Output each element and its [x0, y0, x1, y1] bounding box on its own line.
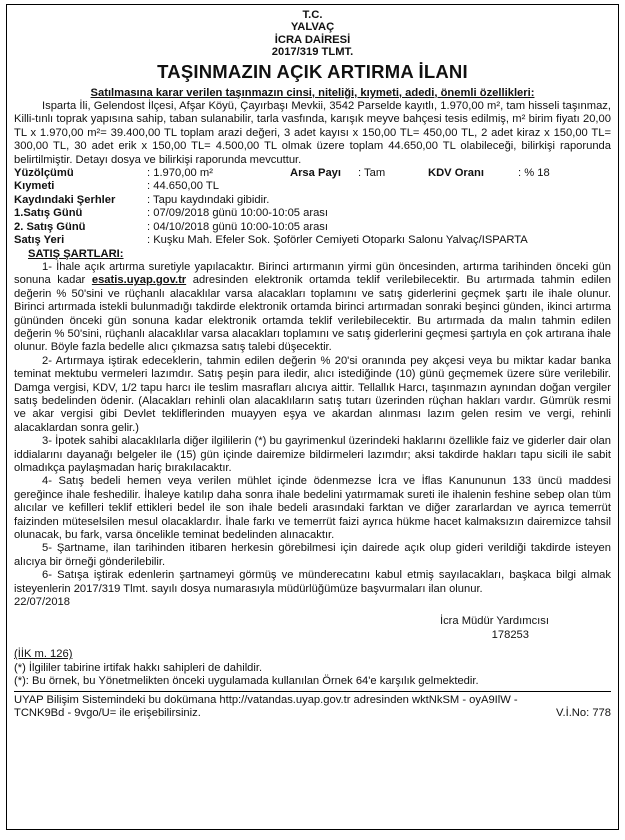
condition-1: [14, 261, 611, 355]
page-title: TAŞINMAZIN AÇIK ARTIRMA İLANI: [157, 60, 468, 82]
footnote-2: (*): Bu örnek, bu Yönetmelikten önceki uygulamada kullanılan Örnek 64'e karşılık gelmektedir.: [14, 675, 479, 688]
condition-4: 4- Satış bedeli hemen veya verilen mühlet içinde ödenmezse İcra ve İflas Kanununun 133 üncü maddesi gereğince ihale feshedilir. İhaleye katılıp daha sonra ihale bedelini yatırmamak sureti ile ihalenin feshine sebep olan tüm alıcılar ve kefilleri teklif ettikleri bedel ile son ihale bedeli arasındaki farktan ve diğer zararlardan ve ayrıca temerrüt faizinden müteselsilen mesul olacaklardır. İhale farkı ve temerrüt faizi ayrıca hükme hacet kalmaksızın dairemizce tahsil olunacak, bu fark, varsa öncelikle teminat bedelinden alınacaktır.: [14, 475, 611, 542]
announcement-document: [6, 4, 619, 830]
announcement-date: 22/07/2018: [14, 596, 70, 609]
sale1-value: : 07/09/2018 günü 10:00-10:05 arası: [147, 207, 329, 220]
property-description: Isparta İli, Gelendost İlçesi, Afşar Köyü, Çayırbaşı Mevkii, 3542 Parselde kayıtlı, 1.970,00 m², tam hisseli taşınmaz, Killi-tınlı toprak yapısına sahip, taban sulanabilir, tarla vasfında, karışık meyve bahçesi tesis edilmiş, m² birim fiyatı 20,00 TL x 1.970,00 m²= 39.400,00 TL toplam arazi değeri, 3 adet kayısı x 150,00 TL= 450,00 TL, 2 adet kiraz x 150,00 TL= 300,00 TL, 30 adet erik x 150,00 TL= 4.500,00 TL olmak üzere toplam 44.650,00 TL olabileceği, bilirkişi raporunda belirtilmiştir. Detayı dosya ve bilirkişi raporunda mevcuttur.: [14, 100, 611, 166]
location-label: Satış Yeri: [14, 234, 65, 247]
annotations-value: : Tapu kaydındaki gibidir.: [147, 193, 270, 206]
annotations-label: Kaydındaki Şerhler: [14, 193, 116, 206]
condition-5: 5- Şartname, ilan tarihinden itibaren herkesin görebilmesi için dairede açık olup gideri verildiği takdirde isteyen alıcıya bir örneği gönderilebilir.: [14, 542, 611, 568]
share-value: : Tam: [358, 167, 386, 180]
condition-2: 2- Artırmaya iştirak edeceklerin, tahmin edilen değerin % 20'si oranında pey akçesi veya bu miktar kadar banka teminat mektubu vermeleri lazımdır. Satış peşin para iledir, alıcı istediğinde (10) günü geçmemek üzere süre verilebilir. Damga vergisi, KDV, 1/2 tapu harcı ile teslim masrafları alıcıya aittir. Tellallık Harcı, taşınmazın aynından doğan vergiler satış bedelinden ödenir. (Alacakları rehinli olan alacaklıların satış tutarı üzerinden rüçhan hakları vardır. Gümrük resmi ve akar vergisi gibi Devlet tekliflerinden muayyen eşya ve akardan alınması lazım gelen resim ve vergi, rehinli alacaklardan sonra gelir.): [14, 354, 611, 434]
vi-number: V.İ.No: 778: [556, 706, 611, 719]
value-label: Kıymeti: [14, 180, 55, 193]
value-amount: : 44.650,00 TL: [147, 180, 219, 193]
condition-6: 6- Satışa iştirak edenlerin şartnameyi görmüş ve münderecatını kabul etmiş sayılacakları, başkaca bilgi almak isteyenlerin 2017/319 Tlmt. sayılı dosya numarasıyla müdürlüğümüze başvurmaları ilan olunur.: [14, 569, 611, 595]
signature-number: 178253: [491, 628, 529, 641]
info-row-location: [14, 234, 611, 247]
vat-label: KDV Oranı: [428, 167, 484, 180]
location-value: : Kuşku Mah. Efeler Sok. Şoförler Cemiyeti Otoparkı Salonu Yalvaç/ISPARTA: [147, 234, 528, 247]
info-row-sale1: [14, 207, 611, 220]
sale2-value: : 04/10/2018 günü 10:00-10:05 arası: [147, 220, 329, 233]
footer-divider: [14, 691, 611, 692]
condition-1-text-b: adresinden elektronik ortamda teklif verilebilecektir. Bu artırmada tahmin edilen değerin % 50'sini ve rüçhanlı alacaklılar varsa alacakları toplamını ve satış giderlerini geçmek şartı ile ihale olunur. Birinci artırmada istekli bulunmadığı takdirde elektronik ortamda birinci artırmadan sonraki beşinci günden, ikinci artırma gününden önceki gün sonuna kadar elektronik ortamda teklif verilebilecektir. Bu artırmada da malın tahmin edilen değerin % 50'sini, rüçhanlı alacaklılar varsa alacakları toplamını ve satış giderlerini geçmesi şartıyla en çok artırana ihale olunur. Böyle fazla bedelle alıcı çıkmazsa satış talebi düşecektir.: [14, 274, 612, 354]
footnote-1: (*) İlgililer tabirine irtifak hakkı sahipleri de dahildir.: [14, 661, 263, 674]
uyap-line-2-row: [14, 707, 611, 720]
vat-value: : % 18: [518, 167, 550, 180]
area-value: : 1.970,00 m²: [147, 167, 213, 180]
share-label: Arsa Payı: [290, 167, 341, 180]
footer-block: [14, 648, 611, 720]
conditions-heading: SATIŞ ŞARTLARI:: [28, 247, 124, 260]
condition-1-text-a: 1- İhale açık artırma suretiyle yapılacaktır. Birinci artırmanın yirmi gün öncesinden, artırma tarihinden önceki gün sonuna kadar: [14, 260, 611, 287]
header-file-number: 2017/319 TLMT.: [271, 46, 354, 59]
uyap-line-1: UYAP Bilişim Sistemindeki bu dokümana http://vatandas.uyap.gov.tr adresinden wktNkSM - oyA9IlW -: [14, 693, 518, 706]
uyap-line-2: TCNK9Bd - 9vgo/U= ile erişebilirsiniz.: [14, 706, 201, 719]
sale2-label: 2. Satış Günü: [14, 220, 86, 233]
info-row-sale2: [14, 221, 611, 234]
signature-title: İcra Müdür Yardımcısı: [439, 615, 549, 628]
info-row-value: [14, 180, 611, 193]
esatis-link[interactable]: esatis.uyap.gov.tr: [91, 274, 187, 287]
info-row-annotations: [14, 194, 611, 207]
header-office: İCRA DAİRESİ: [274, 33, 351, 46]
info-row-area: [14, 167, 611, 180]
header-city: YALVAÇ: [290, 21, 335, 34]
sale1-label: 1.Satış Günü: [14, 207, 83, 220]
condition-3: 3- İpotek sahibi alacaklılarla diğer ilgililerin (*) bu gayrimenkul üzerindeki haklarını özellikle faiz ve giderler dair olan iddialarını dayanağı belgeler ile (15) gün içinde dairemize bildirmeleri lazımdır; aksi takdirde hakları tapu sicili ile sabit olmadıkça paylaşmadan hariç bırakılacaktır.: [14, 435, 611, 474]
law-reference: (İİK m. 126): [14, 648, 73, 661]
header-tc: T.C.: [302, 9, 323, 21]
area-label: Yüzölçümü: [14, 167, 74, 180]
section-subtitle: Satılmasına karar verilen taşınmazın cinsi, niteliği, kıymeti, adedi, önemli özellikleri:: [90, 86, 535, 99]
